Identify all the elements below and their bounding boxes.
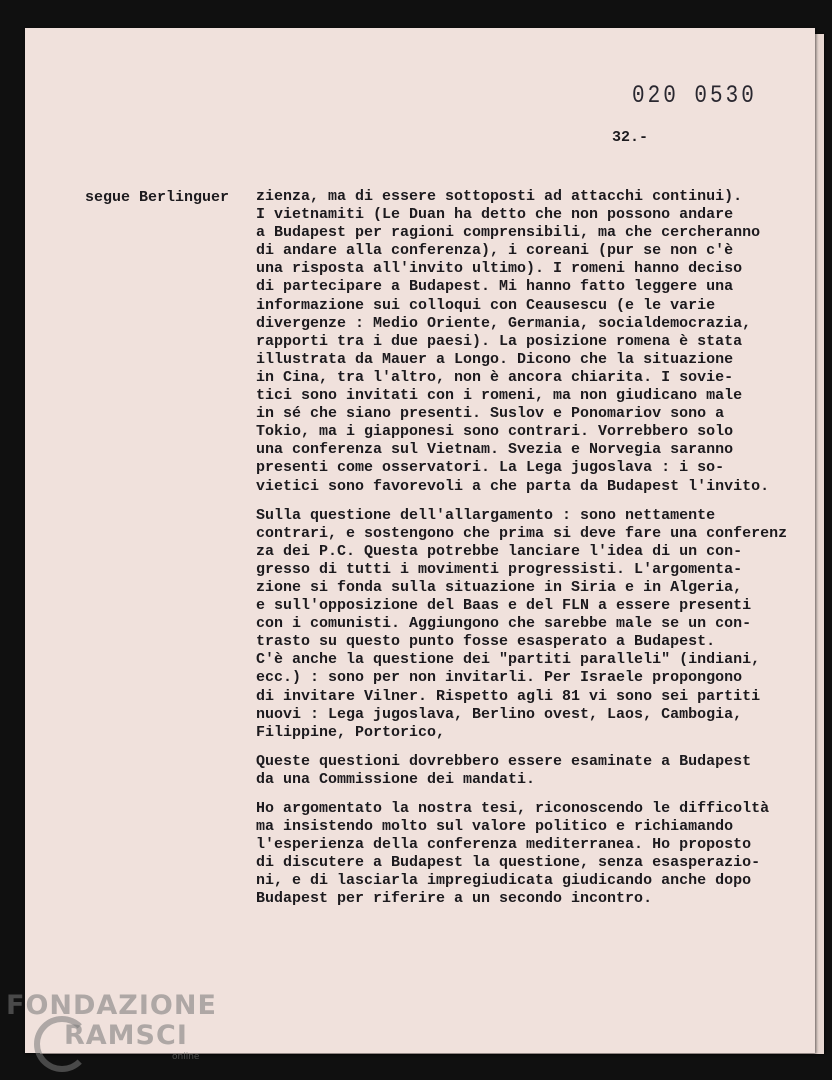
text-line: ecc.) : sono per non invitarli. Per Israele propongono [256, 669, 743, 687]
text-line: trasto su questo punto fosse esasperato a Budapest. [256, 633, 716, 651]
text-line: Ho argomentato la nostra tesi, riconoscendo le difficoltà [256, 800, 770, 817]
text-line: l'esperienza della conferenza mediterranea. Ho proposto [256, 836, 752, 854]
text-line: zione si fonda sulla situazione in Siria e in Algeria, [256, 578, 743, 596]
text-line: Tokio, ma i giapponesi sono contrari. Vorrebbero solo [256, 423, 734, 441]
margin-label: segue Berlinguer [85, 189, 230, 206]
text-line: di partecipare a Budapest. Mi hanno fatto leggere una [256, 278, 734, 296]
text-line: illustrata da Mauer a Longo. Dicono che la situazione [256, 350, 734, 368]
text-line: C'è anche la questione dei "partiti paralleli" (indiani, [256, 651, 761, 669]
body-paragraph [256, 753, 816, 789]
watermark-suffix: online [172, 1052, 200, 1062]
text-line: e sull'opposizione del Baas e del FLN a essere presenti [256, 597, 752, 615]
page-number: 32.- [612, 129, 649, 146]
text-line: in Cina, tra l'altro, non è ancora chiarita. I sovie- [256, 368, 734, 386]
text-line: una risposta all'invito ultimo). I romeni hanno deciso [256, 260, 743, 278]
text-line: di andare alla conferenza), i coreani (pur se non c'è [256, 242, 734, 260]
body-paragraph [256, 507, 816, 742]
text-line: presenti come osservatori. La Lega jugoslava : i so- [256, 459, 725, 477]
text-line: da una Commissione dei mandati. [256, 770, 536, 788]
text-line: Budapest per riferire a un secondo incontro. [256, 890, 653, 908]
text-line: nuovi : Lega jugoslava, Berlino ovest, Laos, Cambogia, [256, 705, 743, 723]
text-line: divergenze : Medio Oriente, Germania, socialdemocrazia, [256, 314, 752, 332]
document-body [256, 188, 816, 920]
text-line: zienza, ma di essere sottoposti ad attacchi continui). [256, 188, 743, 205]
text-line: di invitare Vilner. Rispetto agli 81 vi sono sei partiti [256, 687, 761, 705]
text-line: I vietnamiti (Le Duan ha detto che non possono andare [256, 206, 734, 224]
text-line: in sé che siano presenti. Suslov e Ponomariov sono a [256, 405, 725, 423]
body-paragraph [256, 188, 816, 496]
text-line: za dei P.C. Questa potrebbe lanciare l'idea di un con- [256, 542, 743, 560]
text-line: gresso di tutti i movimenti progressisti. L'argomenta- [256, 560, 743, 578]
text-line: informazione sui colloqui con Ceausescu (e le varie [256, 296, 716, 314]
text-line: ma insistendo molto sul valore politico e richiamando [256, 818, 734, 836]
text-line: tici sono invitati con i romeni, ma non giudicano male [256, 387, 743, 405]
fondazione-gramsci-watermark [4, 990, 217, 1070]
watermark-line-2: RAMSCI [64, 1020, 188, 1051]
text-line: con i comunisti. Aggiungono che sarebbe male se un con- [256, 615, 752, 633]
text-line: Sulla questione dell'allargamento : sono nettamente [256, 506, 716, 524]
text-line: di discutere a Budapest la questione, senza esasperazio- [256, 854, 761, 872]
text-line: contrari, e sostengono che prima si deve fare una conferenz [256, 524, 788, 542]
watermark-line-1: FONDAZIONE [6, 990, 217, 1021]
text-line: Filippine, Portorico, [256, 723, 446, 741]
text-line: a Budapest per ragioni comprensibili, ma che cercheranno [256, 224, 761, 242]
archive-number: 020 0530 [632, 82, 757, 111]
text-line: Queste questioni dovrebbero essere esaminate a Budapest [256, 752, 752, 770]
document-page [25, 28, 815, 1053]
text-line: una conferenza sul Vietnam. Svezia e Norvegia saranno [256, 441, 734, 459]
text-line: vietici sono favorevoli a che parta da Budapest l'invito. [256, 477, 770, 495]
body-paragraph [256, 800, 816, 909]
text-line: ni, e di lasciarla impregiudicata giudicando anche dopo [256, 872, 752, 890]
text-line: rapporti tra i due paesi). La posizione romena è stata [256, 332, 743, 350]
